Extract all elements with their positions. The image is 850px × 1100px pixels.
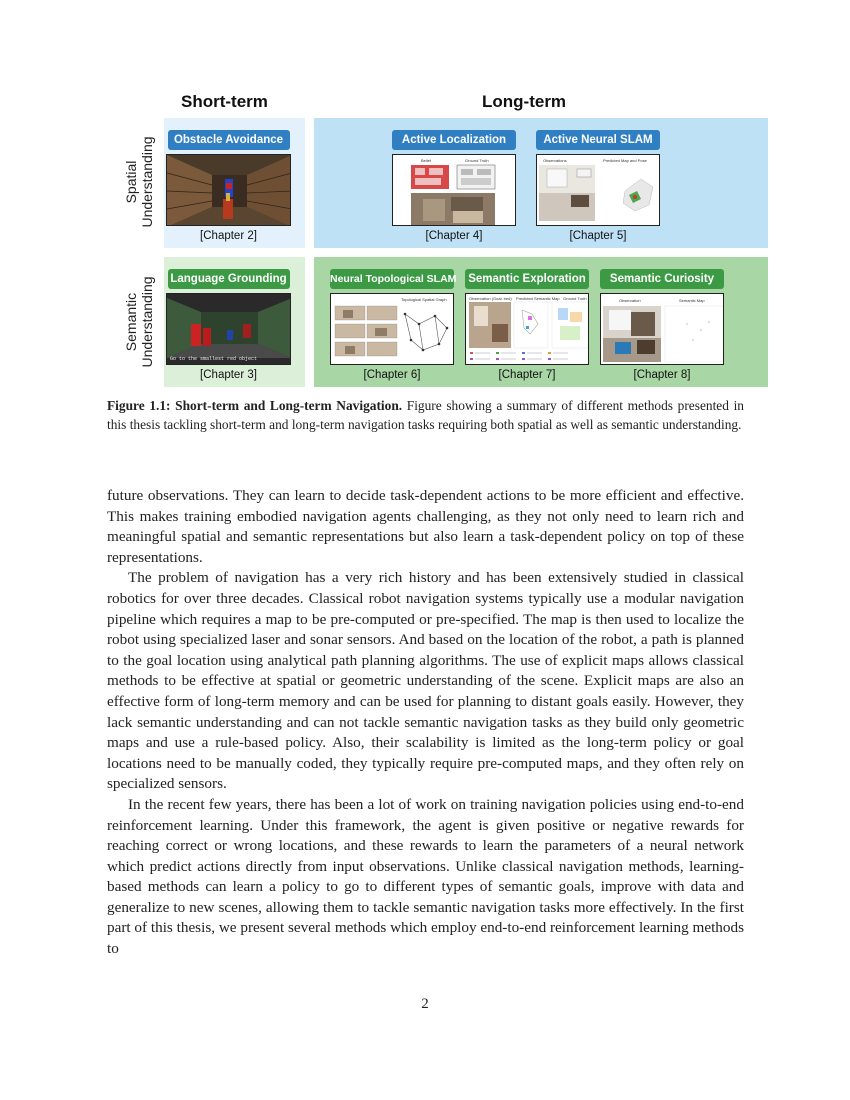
method-label-language-grounding: Language Grounding [168, 269, 290, 289]
thumb-label-predicted-map-pose: Predicted Map and Pose [603, 158, 647, 163]
semantic-exploration-thumbnail [465, 293, 589, 365]
semantic-exploration-figure [466, 294, 589, 365]
card-obstacle-avoidance [166, 130, 291, 242]
caption-text: Figure showing a summary of different methods presented in this thesis tackling short-term and long-term navigation tasks requiring both spatial as well as semantic understanding. [107, 398, 744, 432]
row-label-semantic-line2: Understanding [139, 276, 155, 368]
chapter-ref-6: [Chapter 6] [363, 369, 421, 381]
chapter-ref-2: [Chapter 2] [200, 230, 257, 242]
column-heading-long-term: Long-term [482, 92, 567, 111]
neural-topological-slam-thumbnail [330, 293, 454, 365]
semantic-curiosity-thumbnail [600, 293, 724, 365]
topological-graph-figure [331, 294, 454, 365]
thumb-label-gt-semantic: Ground Truth [563, 296, 587, 301]
caption-label: Figure 1.1: Short-term and Long-term Navigation. [107, 398, 403, 413]
active-neural-slam-thumbnail [536, 154, 660, 226]
row-label-spatial-line1: Spatial [123, 160, 139, 204]
instruction-caption: Go to the smallest red object [170, 356, 258, 362]
row-label-spatial-line2: Understanding [139, 136, 155, 228]
paragraph-1: future observations. They can learn to decide task-dependent actions to be more efficient and effective. This makes training embodied navigation agents challenging, as they not only need to learn rich and meaningful spatial and semantic representations but also learn a task-dependent policy on top of these representations. [107, 487, 744, 566]
card-semantic-curiosity [600, 269, 724, 381]
card-language-grounding [166, 269, 291, 381]
active-neural-slam-figure [537, 155, 660, 226]
method-label-neural-topological-slam: Neural Topological SLAM [330, 269, 454, 289]
method-label-active-localization: Active Localization [392, 130, 516, 150]
method-label-obstacle-avoidance: Obstacle Avoidance [168, 130, 290, 150]
method-label-semantic-exploration: Semantic Exploration [465, 269, 589, 289]
doom-scene-image [167, 155, 291, 226]
thumb-label-semantic-map: Semantic Map [679, 298, 705, 303]
card-active-neural-slam [536, 130, 660, 242]
thumb-label-observation: Observation [619, 298, 641, 303]
paragraph-2: The problem of navigation has a very rich history and has been extensively studied in classical robotics for over three decades. Classical robot navigation systems typically use a modular navigation pipeline which requires a map to be pre-computed or pre-specified. The map is then used to localize the robot using specialized laser and sonar sensors. And based on the location of the robot, a path is planned to the goal location using analytical path planning algorithms. The use of explicit maps allows classical methods to be effective at spatial or geometric understanding of the scene. Explicit maps are also an effective form of long-term memory and can be used for planning to distant goals easily. However, they lack semantic understanding and can not tackle semantic navigation tasks as they build only geometric maps and use a rule-based policy. Also, their scalability is limited as the long-term policy or goal locations need to be manually coded, they typically require pre-computed maps, and they often rely on specialized sensors. [107, 569, 744, 793]
thumb-label-observations: Observations [543, 158, 567, 163]
row-label-semantic [123, 267, 155, 377]
body-text [107, 486, 744, 960]
semantic-curiosity-figure [601, 294, 724, 365]
chapter-ref-8: [Chapter 8] [633, 369, 691, 381]
chapter-ref-7: [Chapter 7] [498, 369, 556, 381]
row-label-semantic-line1: Semantic [123, 292, 139, 352]
thumb-label-ground-truth: Ground Truth [465, 158, 489, 163]
active-localization-thumbnail [392, 154, 516, 226]
thumb-label-belief: Belief [421, 158, 432, 163]
thumb-label-topological-graph: Topological Spatial Graph [401, 297, 447, 302]
thumb-label-predicted-semantic-map: Predicted Semantic Map [516, 296, 560, 301]
paragraph-3: In the recent few years, there has been a lot of work on training navigation policies using end-to-end reinforcement learning. Under this framework, the agent is given positive or negative rewards for reaching correct or wrong locations, and these rewards to learn the parameters of a neural network which predict actions directly from input observations. Unlike classical navigation methods, learning-based methods can learn a policy to go to different types of semantic goals, improve with data and generalize to new scenes, allowing them to tackle semantic navigation tasks more effectively. In the first part of this thesis, we present several methods which employ end-to-end reinforcement learning methods to [107, 795, 744, 958]
chapter-ref-5: [Chapter 5] [569, 230, 627, 242]
thumb-label-observation-goal: Observation (Goal: bed) [469, 296, 512, 301]
doom-screenshot-language [166, 293, 291, 365]
figure-1-1 [108, 88, 768, 388]
chapter-ref-3: [Chapter 3] [200, 369, 257, 381]
chapter-ref-4: [Chapter 4] [425, 230, 483, 242]
active-localization-figure [393, 155, 516, 226]
page-number: 2 [421, 996, 429, 1012]
doom-language-scene-image [167, 294, 291, 365]
card-semantic-exploration [465, 269, 589, 381]
figure-caption [107, 396, 744, 434]
card-active-localization [392, 130, 516, 242]
method-label-semantic-curiosity: Semantic Curiosity [600, 269, 724, 289]
doom-screenshot-obstacle [166, 154, 291, 226]
column-heading-short-term: Short-term [181, 92, 268, 111]
card-neural-topological-slam [330, 269, 457, 381]
row-label-spatial [123, 127, 155, 237]
method-label-active-neural-slam: Active Neural SLAM [536, 130, 660, 150]
